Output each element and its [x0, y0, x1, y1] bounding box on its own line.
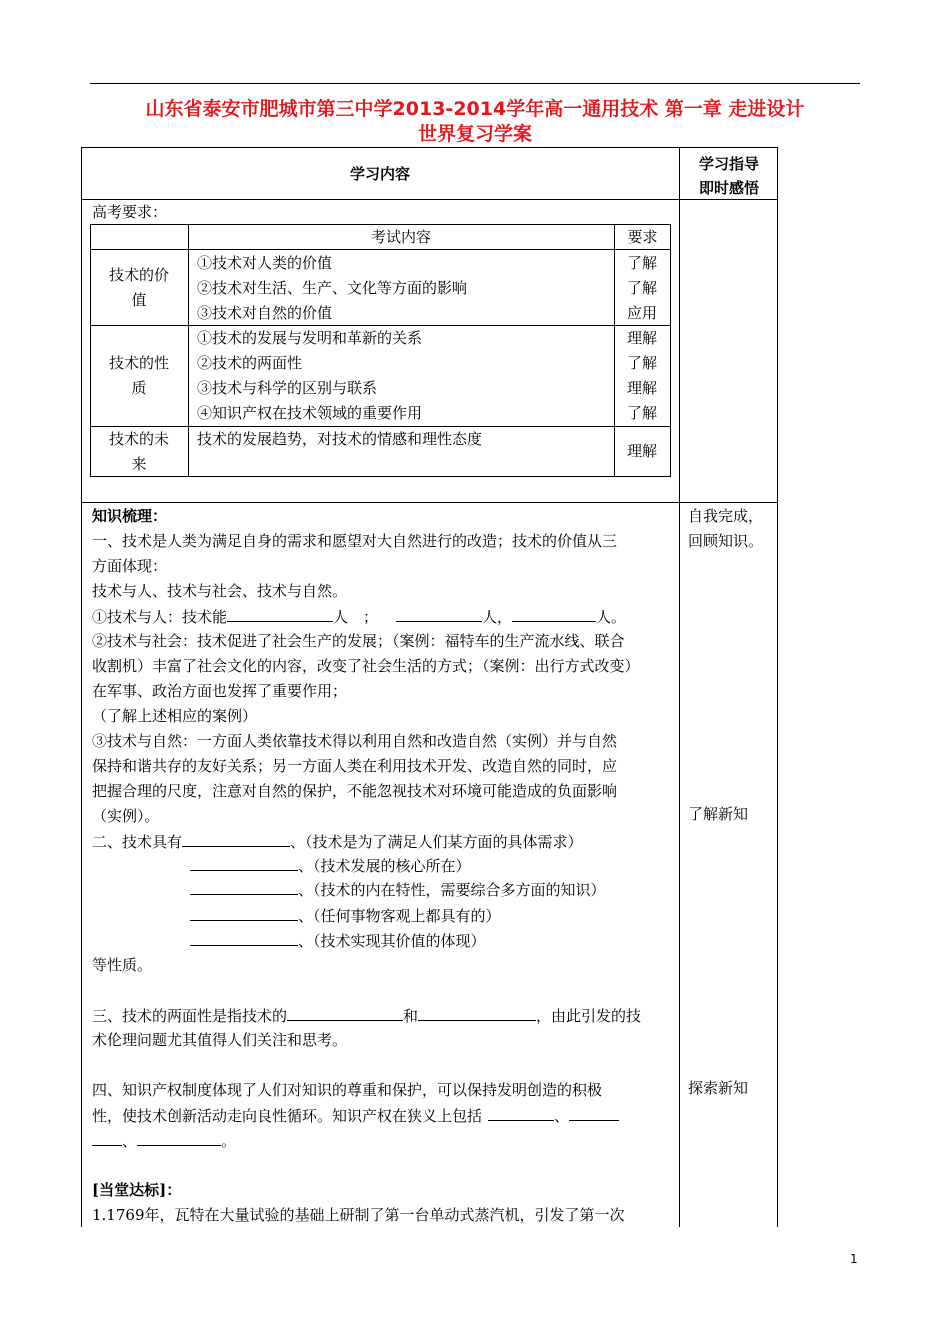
blank-line[interactable] [512, 604, 596, 622]
exam-item: ①技术对人类的价值 [197, 254, 333, 272]
guide-column-header [680, 152, 778, 200]
tech-and-nature-line: （实例）。 [92, 807, 160, 825]
exam-req: 理解 [627, 442, 658, 460]
exam-reqs-nature [627, 326, 657, 426]
text-segment: ，由此引发的技 [536, 1007, 642, 1025]
guide-note-review [688, 504, 763, 554]
exam-items-value [197, 251, 467, 326]
exam-reqs-future [627, 439, 657, 464]
topic-line: 技术的未 [108, 430, 169, 448]
guide-header-line-1: 学习指导 [698, 155, 759, 173]
exam-item: ③技术对自然的价值 [197, 304, 333, 322]
column-divider [679, 147, 680, 1227]
exam-reqs-value [627, 251, 657, 326]
section-3-line: 术伦理问题尤其值得人们关注和思考。 [92, 1031, 348, 1049]
blank-line[interactable] [182, 829, 290, 847]
blank-line[interactable] [137, 1128, 221, 1146]
drill-heading: [当堂达标]： [92, 1181, 182, 1199]
exam-req: 理解 [627, 329, 658, 347]
text-segment: 三、技术的两面性是指技术的 [92, 1007, 288, 1025]
exam-item: ④知识产权在技术领域的重要作用 [197, 404, 423, 422]
blank-line[interactable] [418, 1003, 536, 1021]
section-2-end: 等性质。 [92, 956, 153, 974]
tech-and-society-line: 收割机）丰富了社会文化的内容，改变了社会生活的方式；（案例：出行方式改变） [92, 657, 640, 675]
title-line-1: 山东省泰安市肥城市第三中学2013-2014学年高一通用技术 第一章 走进设计 [145, 98, 805, 120]
text-segment: 。 [221, 1132, 237, 1150]
title-line-2: 世界复习学案 [417, 123, 532, 145]
exam-item: 技术的发展趋势，对技术的情感和理性态度 [197, 430, 483, 448]
page-number: 1 [850, 1252, 858, 1266]
text-segment: 、（任何事物客观上都具有的） [298, 907, 501, 925]
section-4-line: 四、知识产权制度体现了人们对知识的尊重和保护，可以保持发明创造的积极 [92, 1081, 603, 1099]
blank-line[interactable] [190, 877, 298, 895]
exam-req: 了解 [627, 354, 658, 372]
section-3-line [92, 1003, 641, 1029]
tech-and-society-line: （了解上述相应的案例） [92, 707, 258, 725]
text-segment: 二、技术具有 [92, 833, 183, 851]
section-1-line: 技术与人、技术与社会、技术与自然。 [92, 582, 348, 600]
blank-line[interactable] [190, 903, 298, 921]
section-1-line: 一、技术是人类为满足自身的需求和愿望对大自然进行的改造；技术的价值从三 [92, 532, 618, 550]
exam-req: 了解 [627, 404, 658, 422]
topic-line: 技术的价 [108, 266, 169, 284]
topic-line: 值 [131, 291, 147, 309]
exam-items-nature [197, 326, 422, 426]
exam-items-future [197, 427, 482, 452]
section-2-item-line [190, 903, 501, 929]
topic-line: 技术的性 [108, 354, 169, 372]
blank-line[interactable] [396, 604, 482, 622]
section-4-line [92, 1128, 236, 1154]
tech-and-nature-line: 保持和谐共存的友好关系；另一方面人类在利用技术开发、改造自然的同时，应 [92, 757, 618, 775]
blank-line[interactable] [287, 1003, 403, 1021]
tech-and-nature-line: ③技术与自然：一方面人类依靠技术得以利用自然和改造自然（实例）并与自然 [92, 732, 618, 750]
top-rule [90, 83, 860, 84]
exam-col-req-header: 要求 [627, 228, 658, 246]
guide-line: 回顾知识。 [688, 532, 764, 550]
section-row-divider [81, 502, 778, 503]
blank-line[interactable] [227, 604, 333, 622]
header-row-divider [81, 199, 778, 200]
exam-col-divider-2 [614, 224, 615, 477]
text-segment: 性，使技术创新活动走向良性循环。知识产权在狭义上包括 [92, 1107, 483, 1125]
text-segment: 人 ； [333, 608, 379, 626]
text-segment: 、 [554, 1107, 570, 1125]
document-title [90, 97, 860, 147]
exam-topic-future [90, 427, 188, 477]
exam-topic-nature [90, 351, 188, 401]
blank-line[interactable] [190, 928, 298, 946]
guide-header-line-2: 即时感悟 [698, 179, 759, 197]
exam-requirements-label: 高考要求： [92, 203, 168, 221]
guide-line: 自我完成， [688, 507, 764, 525]
topic-line: 来 [131, 455, 147, 473]
tech-and-society-line: ②技术与社会：技术促进了社会生产的发展；（案例：福特车的生产流水线、联合 [92, 632, 625, 650]
guide-note-explore: 探索新知 [688, 1079, 749, 1097]
content-column-header: 学习内容 [349, 165, 410, 183]
section-2-item-line [190, 928, 486, 954]
text-segment: 和 [403, 1007, 419, 1025]
exam-item: ②技术对生活、生产、文化等方面的影响 [197, 279, 468, 297]
text-segment: 、（技术实现其价值的体现） [298, 932, 486, 950]
knowledge-heading: 知识梳理： [92, 507, 168, 525]
exam-col-divider-1 [188, 224, 189, 477]
exam-item: ③技术与科学的区别与联系 [197, 379, 378, 397]
tech-and-nature-line: 把握合理的尺度，注意对自然的保护，不能忽视技术对环境可能造成的负面影响 [92, 782, 618, 800]
section-4-line [92, 1103, 619, 1129]
exam-item: ②技术的两面性 [197, 354, 303, 372]
text-segment: 人。 [596, 608, 627, 626]
blank-line[interactable] [92, 1128, 122, 1146]
exam-req: 应用 [627, 304, 658, 322]
topic-line: 质 [131, 379, 147, 397]
tech-and-society-line: 在军事、政治方面也发挥了重要作用； [92, 682, 348, 700]
section-2-item-line [190, 877, 606, 903]
question-1-line: 1.1769年，瓦特在大量试验的基础上研制了第一台单动式蒸汽机，引发了第一次 [92, 1206, 625, 1224]
exam-col-content-header: 考试内容 [370, 228, 431, 246]
blank-line[interactable] [569, 1103, 619, 1121]
section-1-line: 方面体现： [92, 557, 168, 575]
exam-req: 理解 [627, 379, 658, 397]
text-segment: 、（技术是为了满足人们某方面的具体需求） [290, 833, 583, 851]
exam-req: 了解 [627, 279, 658, 297]
exam-req: 了解 [627, 254, 658, 272]
text-segment: 、（技术发展的核心所在） [298, 857, 471, 875]
exam-item: ①技术的发展与发明和革新的关系 [197, 329, 423, 347]
tech-and-human-line [92, 604, 626, 630]
text-segment: ①技术与人：技术能 [92, 608, 228, 626]
section-2-first-line [92, 829, 583, 855]
text-segment: 、 [122, 1132, 138, 1150]
exam-topic-value [90, 263, 188, 313]
blank-line[interactable] [488, 1103, 554, 1121]
blank-line[interactable] [190, 853, 298, 871]
text-segment: 人， [482, 608, 513, 626]
section-2-item-line [190, 853, 471, 879]
guide-note-new: 了解新知 [688, 805, 749, 823]
text-segment: 、（技术的内在特性，需要综合多方面的知识） [298, 881, 606, 899]
